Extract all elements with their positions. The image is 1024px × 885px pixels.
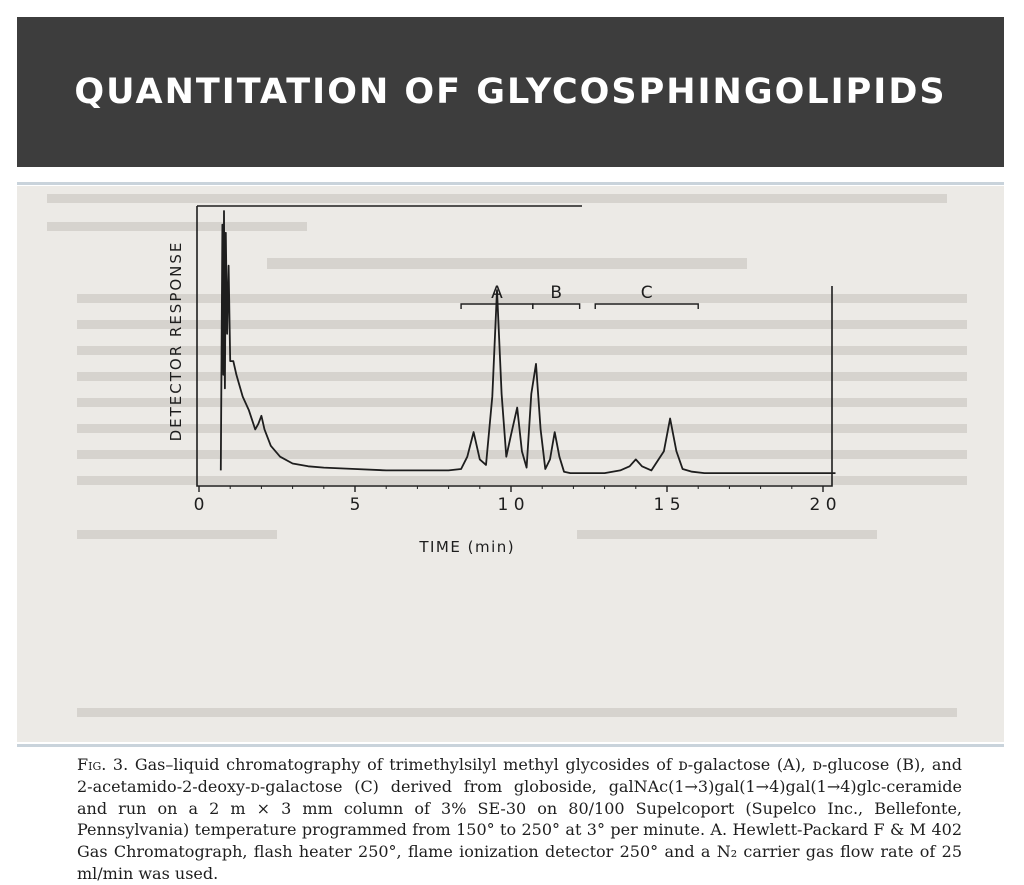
- x-axis-label: TIME (min): [419, 538, 516, 556]
- slide-title-bar: [17, 17, 1004, 167]
- scanned-figure: [17, 186, 1004, 883]
- peak-bracket-b: [533, 304, 580, 309]
- x-tick-label-15: 1 5: [653, 495, 681, 515]
- peak-label-c: C: [640, 283, 653, 303]
- x-tick-label-0: 0: [193, 495, 205, 515]
- slide-title: QUANTITATION OF GLYCOSPHINGOLIPIDS: [74, 72, 947, 112]
- x-tick-label-20: 2 0: [809, 495, 837, 515]
- x-tick-label-5: 5: [349, 495, 361, 515]
- peak-label-a: A: [491, 283, 503, 303]
- detector-trace: [221, 211, 836, 473]
- figure-caption: [77, 754, 962, 885]
- x-tick-label-10: 1 0: [497, 495, 525, 515]
- caption-text: Gas–liquid chromatography of trimethylsilyl methyl glycosides of ᴅ-galactose (A), ᴅ-glucose (B), and 2-acetamido-2-deoxy-ᴅ-galactose (C) derived from globoside, galNAc(1→3)gal(1→4)gal(1→4)glc-ceramide and run on a 2 m × 3 mm column of 3% SE-30 on 80/100 Supelcoport (Supelco Inc., Bellefonte, Pennsylvania) temperature programmed from 150° to 250° at 3° per minute. A. Hewlett-Packard F & M 402 Gas Chromatograph, flash heater 250°, flame ionization detector 250° and a N₂ carrier gas flow rate of 25 ml/min was used.: [77, 755, 962, 883]
- top-divider: [17, 182, 1004, 185]
- peak-label-b: B: [550, 283, 563, 303]
- bottom-divider: [17, 744, 1004, 747]
- y-axis-label: DETECTOR RESPONSE: [167, 240, 185, 442]
- chromatogram-chart: [17, 186, 1004, 566]
- plot-frame: [197, 206, 832, 486]
- peak-bracket-c: [595, 304, 698, 309]
- caption-lead: Fig. 3.: [77, 755, 129, 774]
